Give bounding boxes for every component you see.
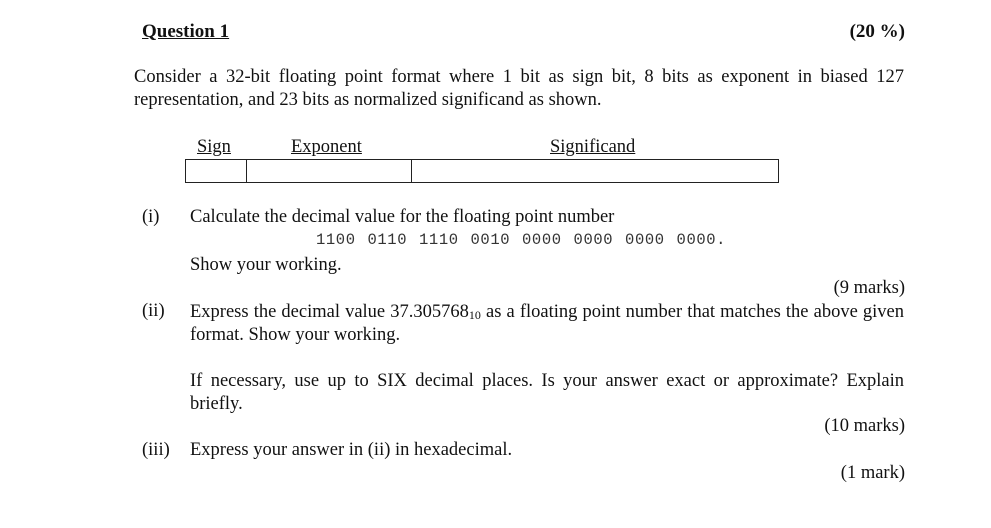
part-iii-number: (iii) [142,440,170,460]
intro-paragraph: Consider a 32-bit floating point format where 1 bit as sign bit, 8 bits as exponent in biased 127 representation, and 23 bits as normalized significand as shown. [134,67,904,110]
exponent-field-box [247,160,412,182]
part-ii-prompt-start: Express the decimal value 37.305768 [190,302,469,322]
part-i-bit-pattern: 1100 0110 1110 0010 0000 0000 0000 0000. [316,231,727,249]
sign-label: Sign [197,137,231,157]
part-ii-number: (ii) [142,301,165,321]
part-i-marks: (9 marks) [833,278,905,298]
part-ii-marks: (10 marks) [824,416,905,436]
part-ii-instruction: If necessary, use up to SIX decimal places. Is your answer exact or approximate? Explain briefly. [190,371,904,414]
part-i-prompt: Calculate the decimal value for the floating point number [190,207,615,227]
format-diagram [185,159,779,183]
part-iii-marks: (1 mark) [840,463,905,483]
question-weight: (20 %) [849,21,905,42]
sign-field-box [186,160,247,182]
part-ii-prompt-end: as a floating point number that matches the above given format. Show your working. [190,302,904,345]
base-subscript: 10 [468,308,481,322]
significand-field-box [412,160,778,182]
part-iii-prompt: Express your answer in (ii) in hexadecimal. [190,440,513,460]
exponent-label: Exponent [291,137,362,157]
question-title: Question 1 [142,21,230,42]
part-i-instruction: Show your working. [190,255,342,275]
significand-label: Significand [550,137,636,157]
part-i-number: (i) [142,207,160,227]
part-ii-prompt [190,301,904,347]
